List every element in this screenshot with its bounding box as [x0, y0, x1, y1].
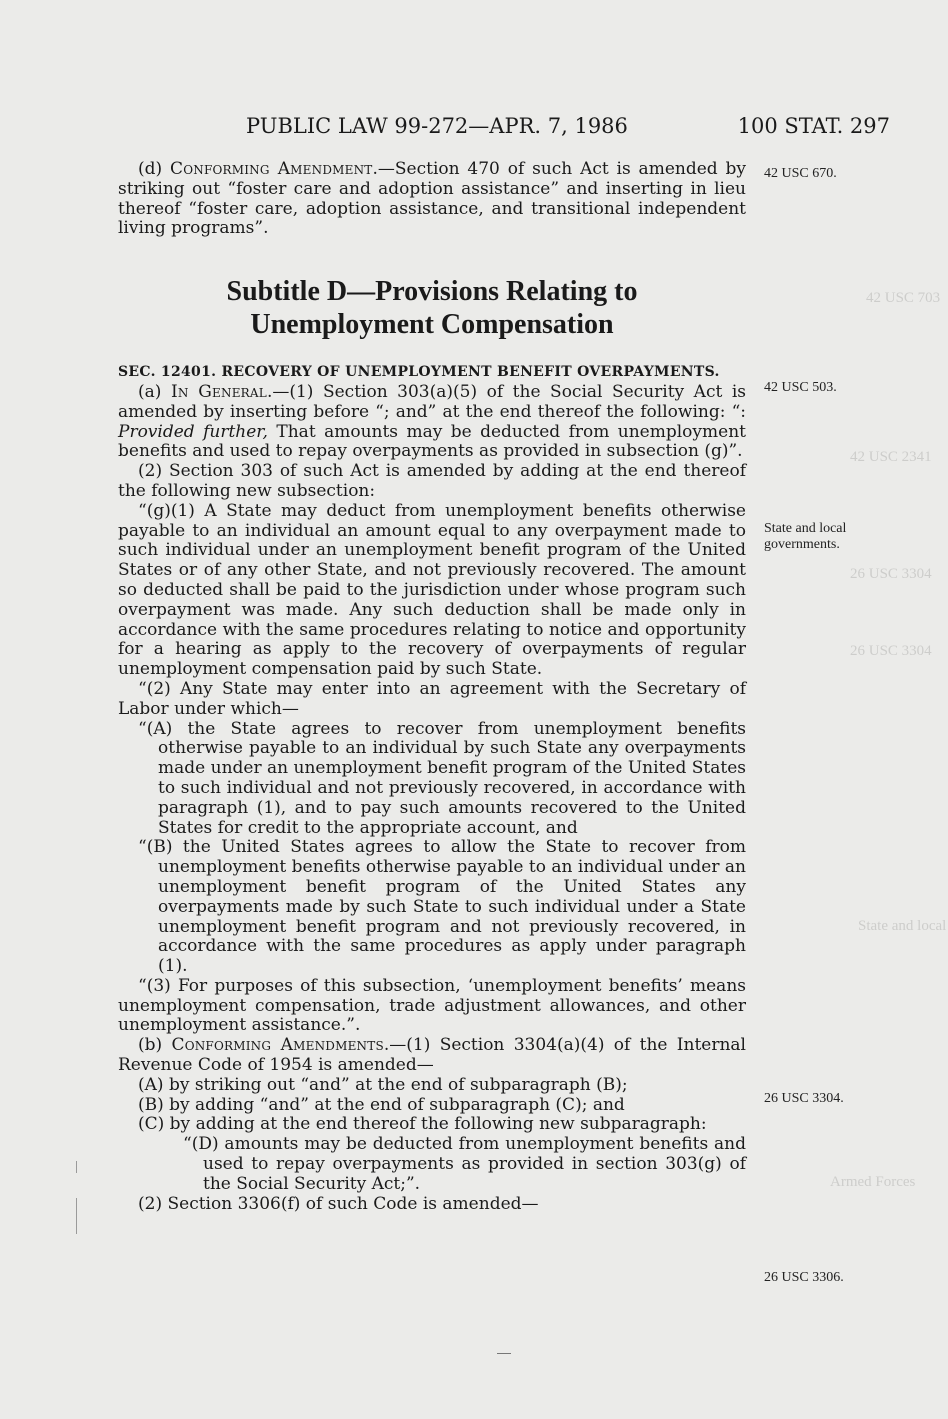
margin-citation-42-usc-503: 42 USC 503. [764, 380, 837, 395]
clause-b-c: (C) by adding at the end thereof the following new subparagraph: [138, 1114, 707, 1135]
paragraph-a1 [118, 383, 746, 462]
paragraph-b2: (2) Section 3306(f) of such Code is amended— [138, 1193, 539, 1214]
subsection-g3: “(3) For purposes of this subsection, ‘unemployment benefits’ means unemployment compensation, trade adjustment allowances, and other unemployment assistance.”. [118, 975, 746, 1036]
subsection-g1: “(g)(1) A State may deduct from unemployment benefits otherwise payable to an individual an amount equal to any overpayment made to such individual under an unemployment benefit program of the United States or of any other State, and not previously recovered. The amount so deducted shall be paid to the jurisdiction under whose program such overpayment was made. Any such deduction shall be made only in accordance with the same procedures relating to notice and opportunity for a hearing as apply to the recovery of overpayments of regular unemployment compensation paid by such State. [118, 500, 746, 680]
subsection-g2-a: “(A) the State agrees to recover from unemployment benefits otherwise payable to an individual by such State any overpayments made under an unemployment benefit program of the United States to such individual and not previously recovered, in accordance with paragraph (1), and to pay such amounts recovered to the United States for credit to the appropriate account, and [138, 718, 746, 838]
clause-b-b: (B) by adding “and” at the end of subparagraph (C); and [138, 1094, 625, 1115]
paragraph-b1 [118, 1036, 746, 1076]
subtitle-heading [118, 275, 746, 341]
proviso-italic: Provided further, [118, 421, 268, 442]
bleed-through-mark: 26 USC 3304 [850, 566, 932, 582]
section-heading: SEC. 12401. RECOVERY OF UNEMPLOYMENT BENEFIT OVERPAYMENTS. [118, 364, 720, 381]
paragraph-prefix: (b) [138, 1035, 172, 1056]
subtitle-line: Unemployment Compensation [250, 309, 614, 341]
paragraph-heading: Conforming Amendments [171, 1035, 384, 1056]
margin-citation-26-usc-3306: 26 USC 3306. [764, 1270, 844, 1285]
margin-citation-26-usc-3304: 26 USC 3304. [764, 1091, 844, 1106]
paragraph-prefix: (d) [138, 159, 170, 179]
paragraph-prefix: (a) [138, 381, 171, 402]
paragraph-heading: In General [170, 381, 267, 402]
footer-dash-mark [497, 1353, 511, 1354]
clause-b-d: “(D) amounts may be deducted from unemployment benefits and used to repay overpayments as provided in section 303(g) of the Social Security Act;”. [183, 1134, 746, 1194]
paragraph-text: .—(1) Section 3304(a)(4) of the Internal Revenue Code of 1954 is amended— [118, 1035, 746, 1076]
margin-tick-mark [76, 1198, 77, 1234]
margin-note-state-local: State and local governments. [764, 521, 847, 552]
subsection-g2-b: “(B) the United States agrees to allow the State to recover from unemployment benefits otherwise payable to an individual under an unemployment benefit program of the United States any overpayments made by such State to such individual under a State unemployment benefit program and not previously recovered, in accordance with the same procedures as apply under paragraph (1). [138, 837, 746, 977]
margin-tick-mark [76, 1161, 77, 1173]
bleed-through-mark: 26 USC 3304 [850, 643, 932, 659]
paragraph-a2: (2) Section 303 of such Act is amended by adding at the end thereof the following new subsection: [118, 461, 746, 501]
body-text [118, 160, 746, 1214]
margin-citation-42-usc-670: 42 USC 670. [764, 166, 837, 181]
running-head [118, 114, 890, 146]
bleed-through-mark: 42 USC 2341 [850, 449, 932, 465]
law-title: PUBLIC LAW 99-272—APR. 7, 1986 [246, 114, 628, 138]
stat-page-number: 100 STAT. 297 [737, 114, 890, 138]
paragraph-d [118, 160, 746, 239]
paragraph-text: .—(1) Section 303(a)(5) of the Social Security Act is amended by inserting before “; and” at the end thereof the following: “: [118, 381, 746, 422]
paragraph-heading: Conforming Amendment [170, 159, 373, 179]
bleed-through-mark: State and local [858, 918, 947, 934]
bleed-through-mark: 42 USC 703 [866, 290, 941, 306]
subsection-g2: “(2) Any State may enter into an agreement with the Secretary of Labor under which— [118, 678, 746, 719]
paragraph-text: That amounts may be deducted from unemployment benefits and used to repay overpayments as provided in subsection (g)”. [118, 421, 746, 462]
paragraph-text: .—Section 470 of such Act is amended by striking out “foster care and adoption assistance” and inserting in lieu thereof “foster care, adoption assistance, and transitional independent living programs”. [118, 159, 746, 239]
subtitle-line: Subtitle D—Provisions Relating to [226, 276, 638, 308]
clause-b-a: (A) by striking out “and” at the end of subparagraph (B); [138, 1074, 628, 1095]
bleed-through-mark: Armed Forces [830, 1174, 916, 1190]
